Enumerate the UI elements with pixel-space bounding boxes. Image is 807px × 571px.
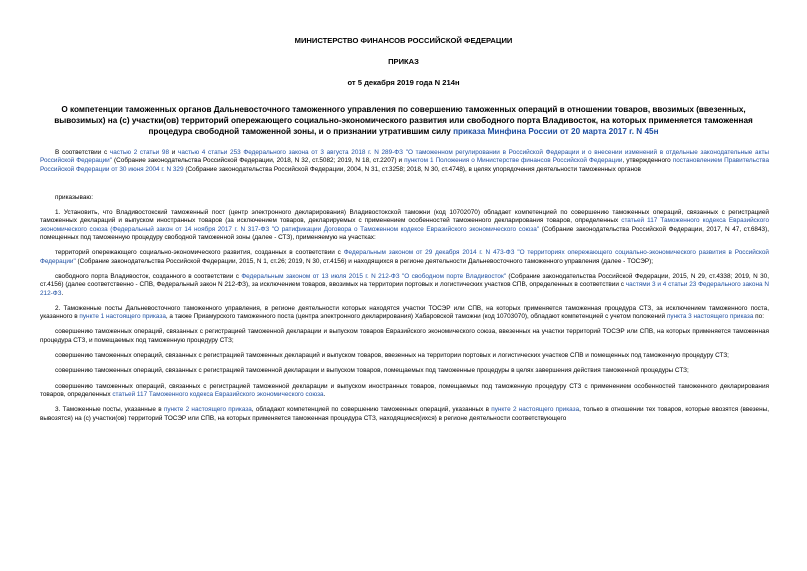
- clause-link-1[interactable]: пункте 1 настоящего приказа: [79, 313, 166, 321]
- text-run: , только в отношении тех товаров, которые ввозятся (ввезены, вывозятся) на (с) участки(ов) территорий ТОСЭР или СПВ, на которых применяется таможенная процедура СТЗ, находящиеся(ихся) в регионе деятельности соответствующего: [40, 406, 769, 422]
- text-run: (Собрание законодательства Российской Федерации, 2004, N 31, ст.3258; 2018, N 30, ст.4748), в целях упорядочения деятельности таможенных органов: [183, 165, 641, 173]
- order-label: ПРИКАЗ: [388, 57, 419, 66]
- clause-2-item-d: [40, 383, 769, 400]
- clause-2: [40, 305, 769, 322]
- text-run: по:: [753, 313, 764, 321]
- order-title-text: О компетенции таможенных органов Дальневосточного таможенного управления по совершению таможенных операций в отношении товаров, ввозимых (ввезенных, вывозимых) на (с) участки(ов) территорий опережающего социально-экономического развития или свободного порта Владивосток, на которых применяется таможенная процедура свободной таможенной зоны, и о признании утратившим силу: [54, 105, 753, 136]
- clause-link-2-b[interactable]: пункте 2 настоящего приказа: [491, 406, 580, 414]
- text-run: территорий опережающего социально-экономического развития, созданных в соответствии с: [55, 249, 344, 257]
- clause-1-spv: [40, 273, 769, 298]
- code-link-art117[interactable]: статьей 117 Таможенного кодекса Евразийского экономического союза (Федеральный закон от 14 ноября 2017 г. N 317-ФЗ "О ратификации Договора о Таможенном кодексе Евразийского экономического союза": [40, 217, 769, 233]
- regulation-link-minfin[interactable]: пунктом 1 Положения о Министерстве финансов Российской Федерации: [404, 157, 623, 165]
- law-link-473fz[interactable]: Федеральным законом от 29 декабря 2014 г. N 473-ФЗ "О территориях опережающего социально-экономического развития в Российской Федерации": [40, 249, 769, 265]
- clause-1: [40, 209, 769, 242]
- clause-1-tosr: [40, 249, 769, 266]
- text-run: (Собрание законодательства Российской Федерации, 2018, N 32, ст.5082; 2019, N 18, ст.2207) и: [112, 157, 405, 165]
- law-link-212fz[interactable]: Федеральным законом от 13 июля 2015 г. N 212-ФЗ "О свободном порте Владивосток": [241, 272, 507, 280]
- law-link-art98[interactable]: частью 2 статьи 98: [109, 149, 170, 156]
- resolution-link-329[interactable]: постановлением Правительства Российской Федерации от 30 июня 2004 г. N 329: [40, 157, 769, 173]
- preamble-paragraph: [40, 149, 769, 174]
- clause-link-3[interactable]: пункта 3 настоящего приказа: [666, 313, 754, 321]
- text-run: совершению таможенных операций, связанных с регистрацией таможенной декларации и выпуском иностранных товаров, помещаемых под таможенную процедуру СТЗ с применением особенностей таможенного декларирования товаров, определенных: [40, 382, 769, 398]
- document-body: [40, 149, 769, 423]
- ministry-name: МИНИСТЕРСТВО ФИНАНСОВ РОССИЙСКОЙ ФЕДЕРАЦИИ: [294, 36, 513, 45]
- repealed-order-link[interactable]: приказа Минфина России от 20 марта 2017 г. N 45н: [453, 127, 659, 136]
- code-link-art117-b[interactable]: статьей 117 Таможенного кодекса Евразийского экономического союза: [112, 390, 324, 398]
- text-run: (Собрание законодательства Российской Федерации, 2015, N 29, ст.4338; 2019, N 30, ст.4156) (далее соответственно - СПВ, Федеральный закон N 212-ФЗ), за исключением товаров, ввозимых на территории портовых и логистических участков СПВ, определенных в соответствии с: [40, 272, 769, 289]
- text-run: свободного порта Владивосток, созданного в соответствии с: [55, 272, 242, 280]
- order-title: [48, 104, 759, 137]
- law-link-289fz[interactable]: частью 4 статьи 253 Федерального закона от 3 августа 2018 г. N 289-ФЗ "О таможенном регулировании в Российской Федерации и о внесении изменений в отдельные законодательные акты Российской Федерации": [40, 149, 769, 165]
- order-date: от 5 декабря 2019 года N 214н: [347, 78, 460, 87]
- text-run: 1. Установить, что Владивостокский таможенный пост (центр электронного декларирования) Владивостокской таможни (код 10702070) обладает компетенцией по совершению таможенных операций, связанных с регистрацией таможенных деклараций и выпуском иностранных товаров (за исключением товаров, декларируемых с применением особенностей таможенного декларирования товаров, определенных: [40, 209, 769, 225]
- text-run: 3. Таможенные посты, указанные в: [55, 406, 164, 414]
- clause-2-item-b: совершению таможенных операций, связанных с регистрацией таможенных деклараций и выпуском товаров, ввезенных на территории портовых и логистических участков СПВ и помещенных под таможенную процедуру СТЗ;: [55, 352, 729, 360]
- text-run: .: [61, 289, 64, 297]
- text-run: (Собрание законодательства Российской Федерации, 2017, N 47, ст.6843), помещенных под таможенную процедуру свободной таможенной зоны (далее - СТЗ), применяемую на участках:: [40, 225, 769, 242]
- text-run: В соответствии с: [55, 149, 110, 156]
- text-run: 2. Таможенные посты Дальневосточного таможенного управления, в регионе деятельности которых находятся участки ТОСЭР или СПВ, на которых применяется таможенная процедура СТЗ, за исключением таможенного поста, указанного в: [40, 304, 769, 321]
- clause-link-2[interactable]: пункте 2 настоящего приказа: [163, 406, 252, 414]
- text-run: , а также Приамурского таможенного поста (центра электронного декларирования) Хабаровской таможни (код 10703070), обладают компетенцией с учетом положений: [165, 313, 667, 321]
- text-run: , утвержденного: [622, 157, 673, 165]
- clause-2-item-a: совершению таможенных операций, связанных с регистрацией таможенной декларации и выпуском товаров Евразийского экономического союза, ввезенных на участки территорий ТОСЭР или СПВ, на которых применяется таможенная процедура СТЗ, и помещаемых под таможенную процедуру СТЗ;: [40, 328, 769, 344]
- clause-3: [40, 406, 769, 423]
- text-run: .: [323, 390, 326, 398]
- text-run: (Собрание законодательства Российской Федерации, 2015, N 1, ст.26; 2019, N 30, ст.4156) и находящихся в регионе деятельности Дальневосточного таможенного управления (далее - ТОСЭР);: [75, 257, 653, 265]
- clause-2-item-c: совершению таможенных операций, связанных с регистрацией таможенной декларации и выпуском товаров, помещаемых под таможенные процедуры в целях завершения действия таможенной процедуры СТЗ;: [55, 367, 689, 375]
- law-link-212fz-art23[interactable]: частями 3 и 4 статьи 23 Федерального закона N 212-ФЗ: [40, 281, 769, 297]
- text-run: и: [169, 149, 178, 156]
- order-verb: приказываю:: [55, 193, 93, 201]
- text-run: , обладают компетенцией по совершению таможенных операций, указанных в: [251, 406, 492, 414]
